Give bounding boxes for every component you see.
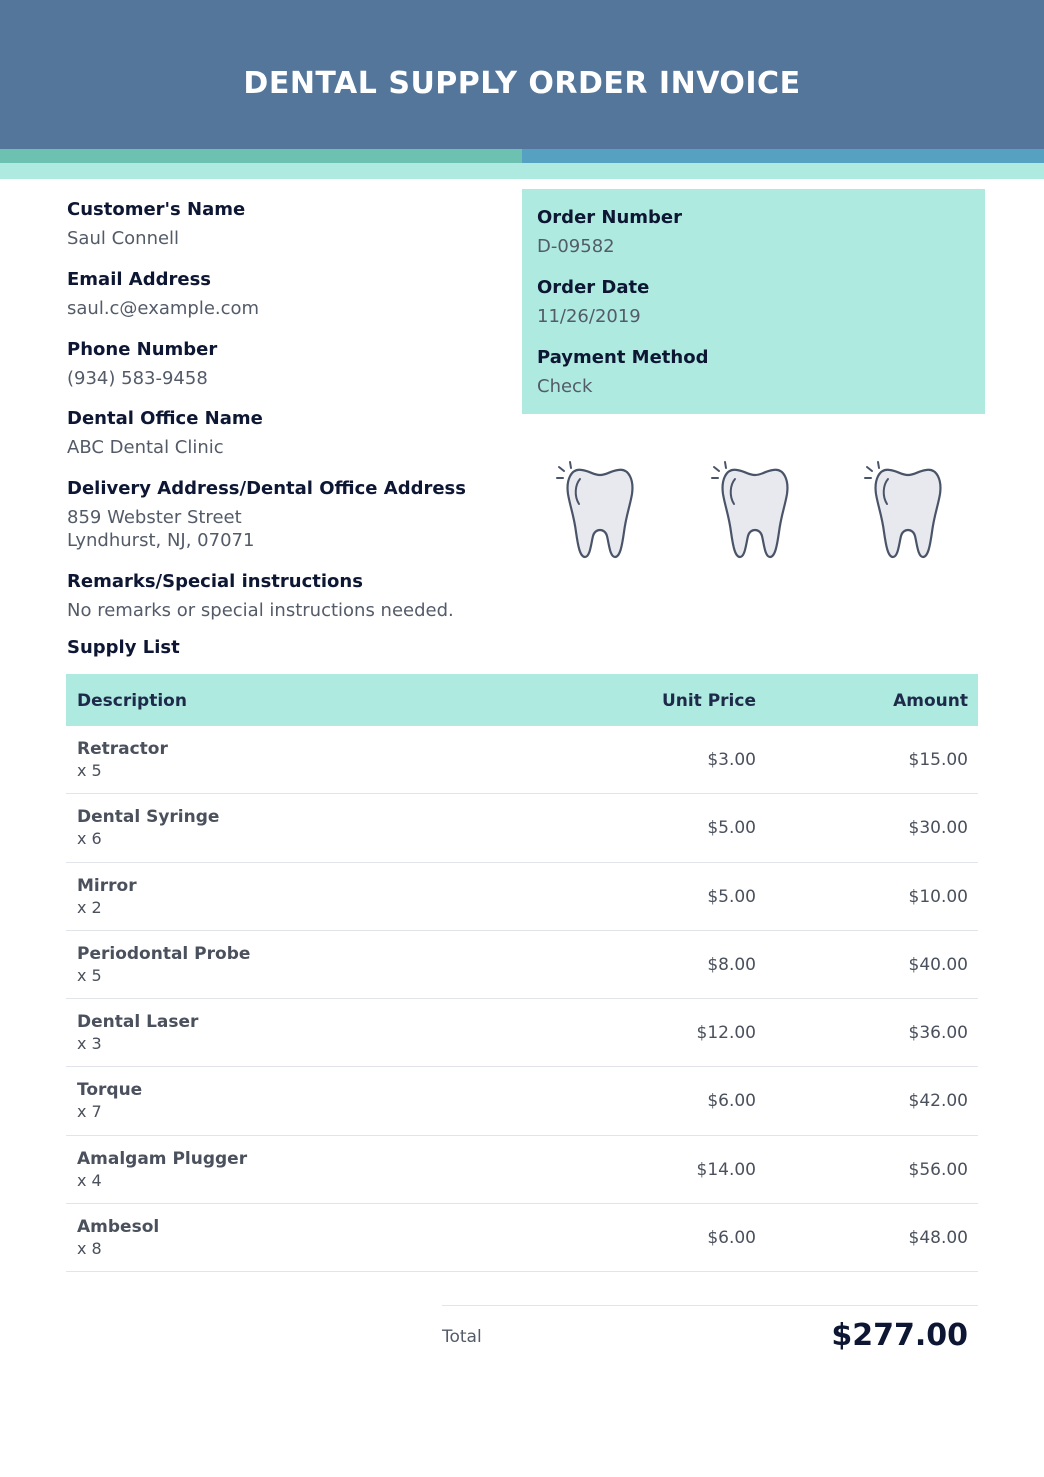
accent-band-blue bbox=[522, 149, 1044, 163]
table-row bbox=[66, 1136, 978, 1204]
item-amount: $36.00 bbox=[908, 1023, 968, 1044]
item-unit-price: $5.00 bbox=[707, 818, 756, 839]
supply-table-header bbox=[66, 674, 978, 726]
order-date-field bbox=[537, 277, 649, 328]
remarks-value: No remarks or special instructions needed. bbox=[67, 600, 454, 621]
email-value: saul.c@example.com bbox=[67, 298, 260, 319]
item-name: Mirror bbox=[77, 875, 137, 896]
item-unit-price: $12.00 bbox=[696, 1023, 756, 1044]
address-line-1: 859 Webster Street bbox=[67, 507, 242, 528]
column-header-description: Description bbox=[77, 691, 187, 711]
remarks-field bbox=[67, 571, 454, 622]
table-row bbox=[66, 726, 978, 794]
tooth-icon bbox=[863, 460, 953, 565]
table-row bbox=[66, 999, 978, 1067]
item-unit-price: $6.00 bbox=[707, 1228, 756, 1249]
item-quantity: x 3 bbox=[77, 1034, 102, 1054]
item-quantity: x 8 bbox=[77, 1239, 102, 1259]
address-label: Delivery Address/Dental Office Address bbox=[67, 478, 466, 499]
supply-list-title: Supply List bbox=[67, 637, 180, 658]
item-unit-price: $5.00 bbox=[707, 886, 756, 907]
invoice-header bbox=[0, 0, 1044, 149]
item-quantity: x 5 bbox=[77, 965, 102, 985]
phone-label: Phone Number bbox=[67, 339, 218, 360]
item-quantity: x 6 bbox=[77, 829, 102, 849]
table-row bbox=[66, 863, 978, 931]
invoice-title: DENTAL SUPPLY ORDER INVOICE bbox=[243, 66, 801, 101]
table-row bbox=[66, 931, 978, 999]
item-quantity: x 4 bbox=[77, 1170, 102, 1190]
item-name: Retractor bbox=[77, 739, 168, 759]
office-name-field bbox=[67, 408, 263, 459]
email-label: Email Address bbox=[67, 269, 212, 290]
order-info-box bbox=[522, 189, 985, 414]
tooth-icon bbox=[555, 460, 645, 565]
supply-table-body bbox=[66, 726, 978, 1272]
office-name-label: Dental Office Name bbox=[67, 408, 263, 429]
column-header-unit-price: Unit Price bbox=[661, 691, 756, 711]
remarks-label: Remarks/Special instructions bbox=[67, 571, 363, 592]
item-quantity: x 7 bbox=[77, 1102, 102, 1122]
customer-name-label: Customer's Name bbox=[67, 199, 246, 220]
item-name: Periodontal Probe bbox=[77, 943, 251, 964]
item-amount: $40.00 bbox=[908, 954, 968, 975]
item-unit-price: $6.00 bbox=[707, 1091, 756, 1112]
item-amount: $30.00 bbox=[908, 818, 968, 839]
payment-method-value: Check bbox=[537, 376, 593, 397]
address-line-2: Lyndhurst, NJ, 07071 bbox=[67, 530, 255, 551]
item-amount: $10.00 bbox=[908, 886, 968, 907]
customer-name-field bbox=[67, 199, 245, 250]
item-amount: $15.00 bbox=[908, 750, 968, 770]
item-amount: $56.00 bbox=[908, 1159, 968, 1180]
customer-name-value: Saul Connell bbox=[67, 228, 180, 249]
phone-value: (934) 583-9458 bbox=[67, 368, 208, 389]
item-name: Ambesol bbox=[77, 1217, 160, 1238]
total-label: Total bbox=[442, 1327, 482, 1347]
payment-method-label: Payment Method bbox=[537, 347, 709, 368]
item-amount: $48.00 bbox=[908, 1228, 968, 1249]
item-amount: $42.00 bbox=[908, 1091, 968, 1112]
order-date-label: Order Date bbox=[537, 277, 650, 298]
accent-band-mint bbox=[0, 163, 1044, 179]
item-name: Amalgam Plugger bbox=[77, 1148, 248, 1169]
table-row bbox=[66, 1204, 978, 1272]
total-divider bbox=[442, 1305, 978, 1306]
item-quantity: x 2 bbox=[77, 897, 102, 917]
email-field bbox=[67, 269, 259, 320]
payment-method-field bbox=[537, 347, 708, 398]
item-unit-price: $8.00 bbox=[707, 954, 756, 975]
total-value: $277.00 bbox=[831, 1318, 968, 1353]
item-name: Torque bbox=[77, 1080, 143, 1101]
item-unit-price: $3.00 bbox=[707, 750, 756, 770]
order-number-field bbox=[537, 207, 682, 258]
item-unit-price: $14.00 bbox=[696, 1159, 756, 1180]
table-row bbox=[66, 794, 978, 862]
item-name: Dental Syringe bbox=[77, 807, 220, 828]
table-row bbox=[66, 1067, 978, 1135]
tooth-icon bbox=[710, 460, 800, 565]
item-name: Dental Laser bbox=[77, 1012, 199, 1033]
accent-band-green bbox=[0, 149, 522, 163]
phone-field bbox=[67, 339, 217, 390]
address-field bbox=[67, 478, 466, 552]
order-number-label: Order Number bbox=[537, 207, 683, 228]
order-number-value: D-09582 bbox=[537, 236, 615, 257]
column-header-amount: Amount bbox=[893, 691, 968, 711]
order-date-value: 11/26/2019 bbox=[537, 306, 641, 327]
office-name-value: ABC Dental Clinic bbox=[67, 437, 224, 458]
item-quantity: x 5 bbox=[77, 761, 102, 780]
